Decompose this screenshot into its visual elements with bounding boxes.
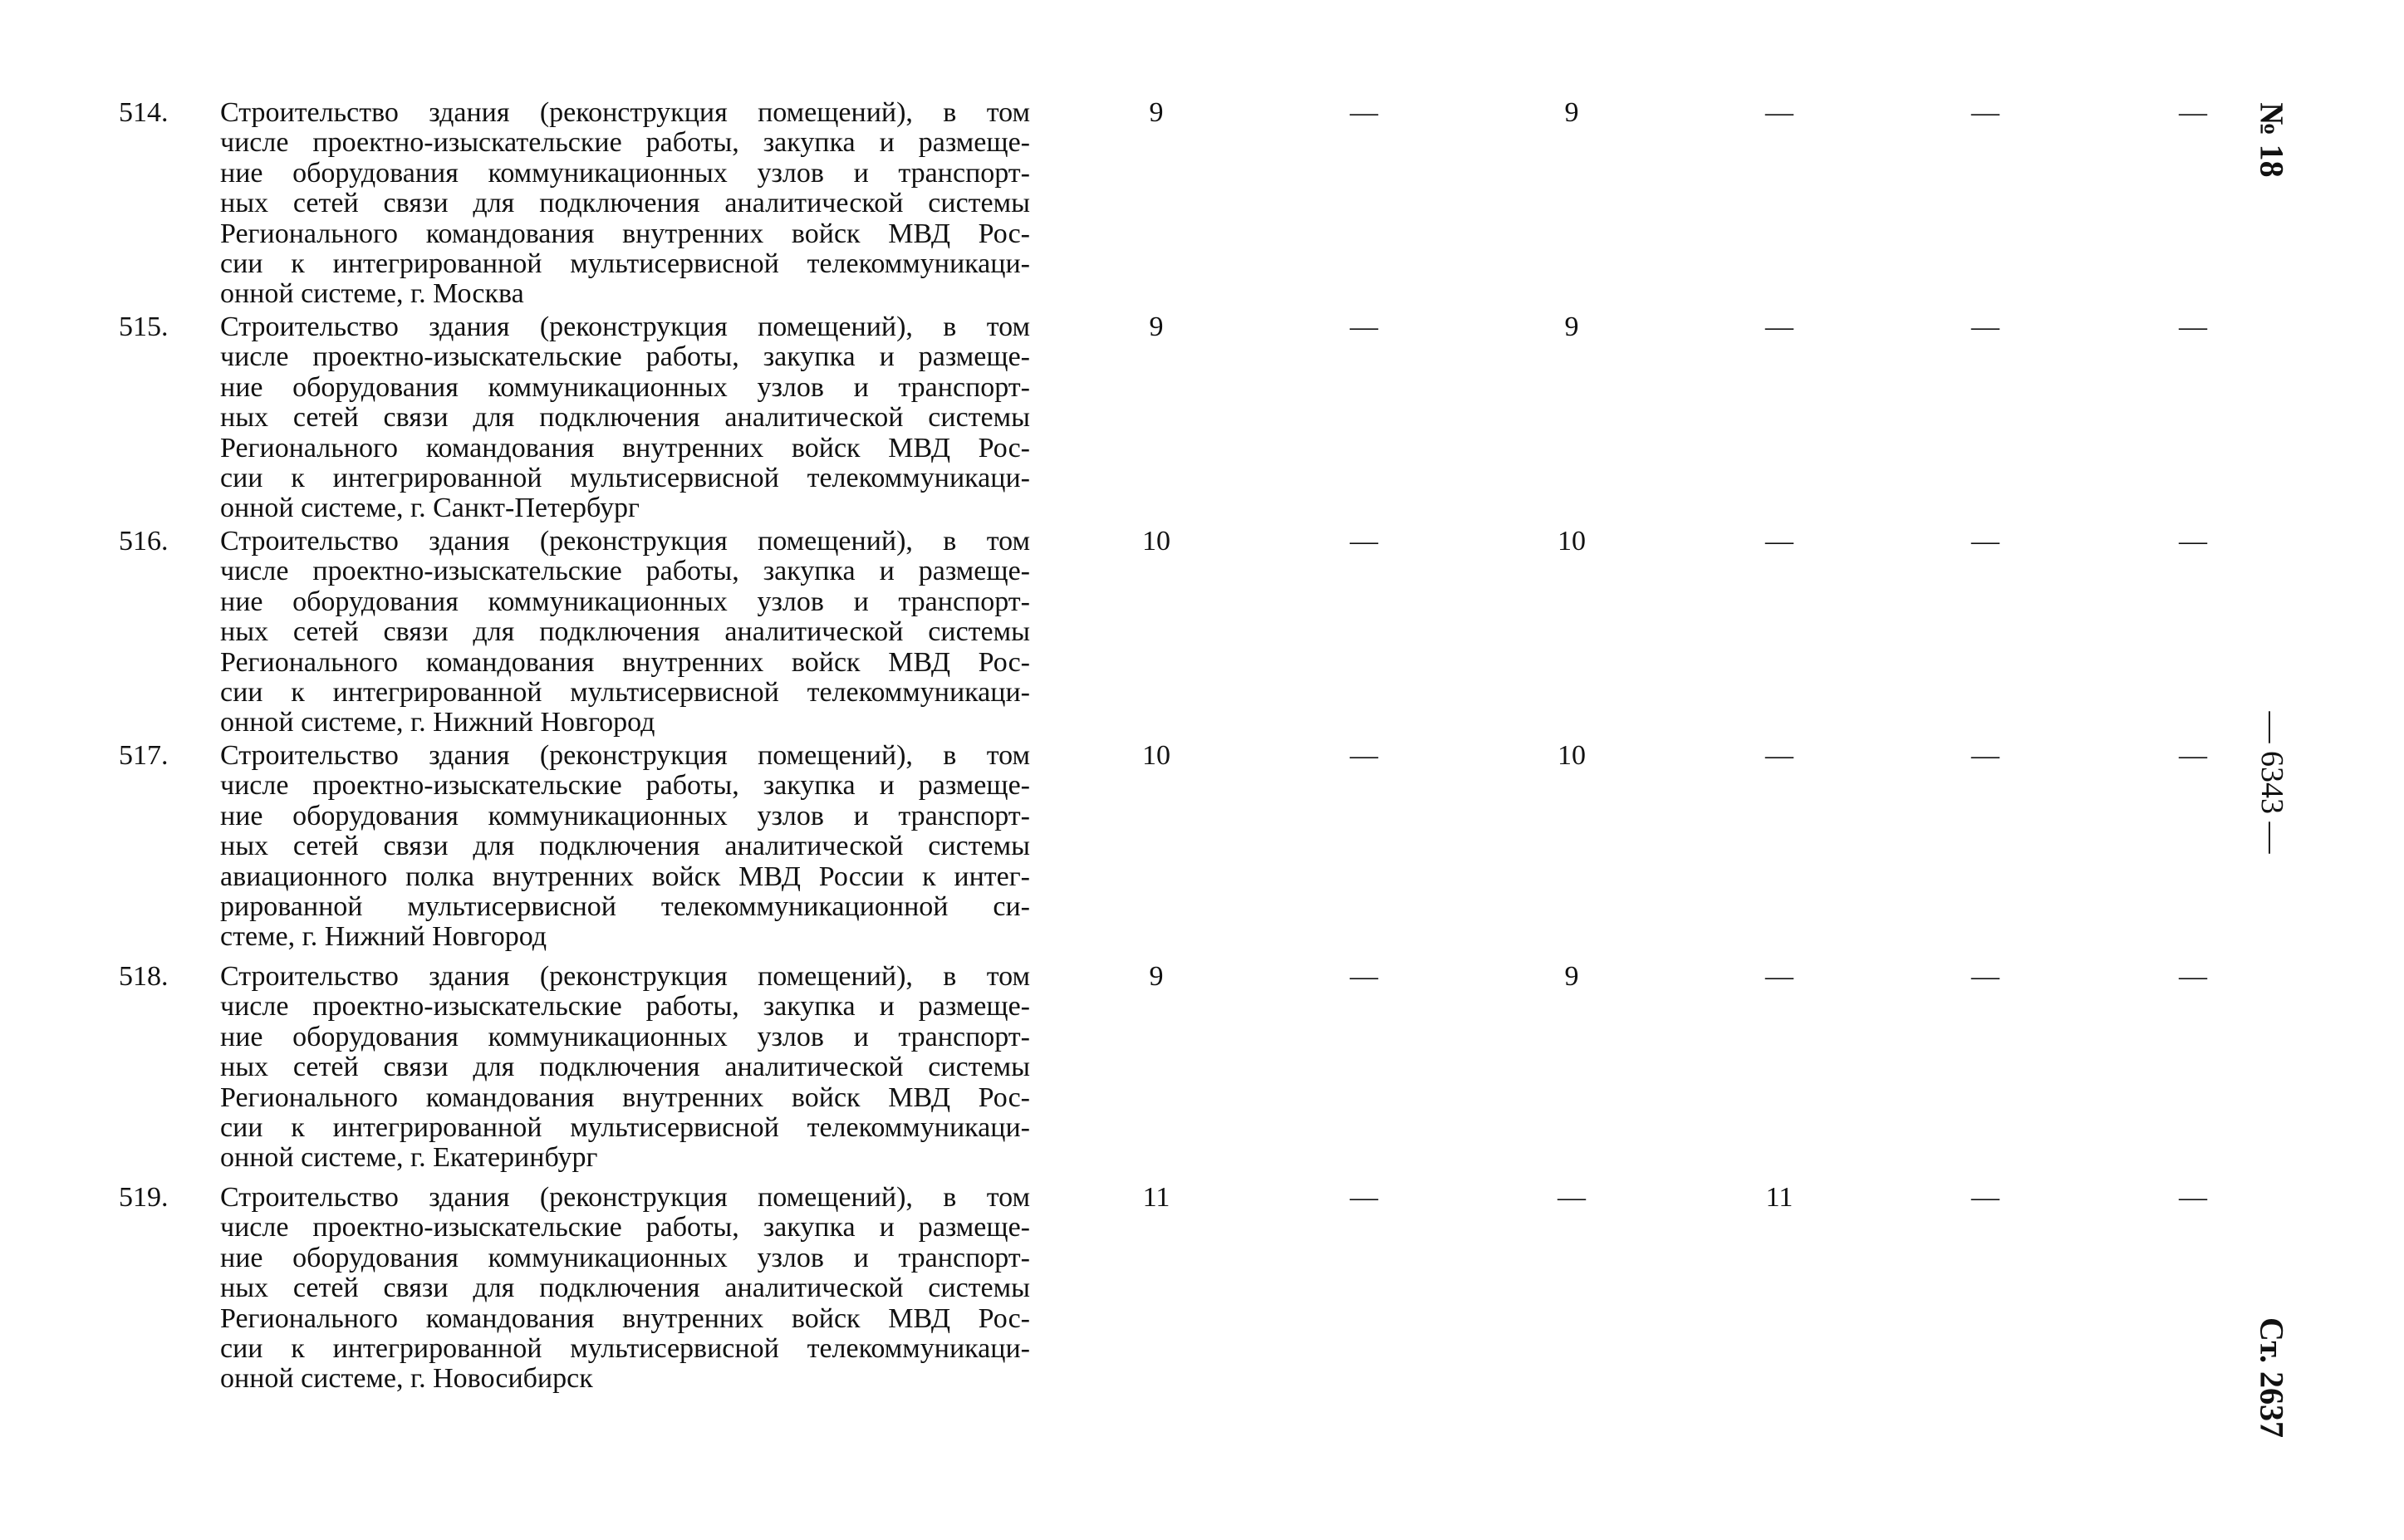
value-cell: — bbox=[1350, 311, 1378, 342]
description-line: стеме, г. Нижний Новгород bbox=[220, 921, 547, 953]
description-line: ние оборудования коммуникационных узлов и транспорт- bbox=[220, 586, 1030, 617]
description-line: числе проектно-изыскательские работы, закупка и размеще- bbox=[220, 1212, 1030, 1243]
description-line: Строительство здания (реконструкция помещений), в том bbox=[220, 526, 1030, 557]
value-cell: — bbox=[1971, 526, 1999, 557]
row-number: 515. bbox=[119, 311, 169, 342]
row-number: 518. bbox=[119, 961, 169, 992]
value-cell: 11 bbox=[1142, 1182, 1170, 1213]
value-cell: 10 bbox=[1558, 740, 1586, 771]
value-cell: 9 bbox=[1564, 961, 1579, 992]
value-cell: — bbox=[1350, 1182, 1378, 1213]
description-line: Регионального командования внутренних войск МВД Рос- bbox=[220, 646, 1030, 678]
row-number: 519. bbox=[119, 1182, 169, 1213]
row-description bbox=[220, 1183, 1030, 1395]
description-line: ных сетей связи для подключения аналитической системы bbox=[220, 1273, 1030, 1304]
description-line: ных сетей связи для подключения аналитической системы bbox=[220, 1052, 1030, 1083]
description-line: числе проектно-изыскательские работы, закупка и размеще- bbox=[220, 556, 1030, 587]
value-cell: — bbox=[1765, 97, 1793, 128]
row-number: 514. bbox=[119, 97, 169, 128]
description-line: Регионального командования внутренних войск МВД Рос- bbox=[220, 432, 1030, 463]
value-cell: 9 bbox=[1564, 97, 1579, 128]
value-cell: 10 bbox=[1558, 526, 1586, 557]
description-line: ние оборудования коммуникационных узлов и транспорт- bbox=[220, 371, 1030, 403]
description-line: сии к интегрированной мультисервисной телекоммуникаци- bbox=[220, 677, 1030, 709]
value-cell: 9 bbox=[1149, 97, 1164, 128]
description-line: числе проектно-изыскательские работы, закупка и размеще- bbox=[220, 770, 1030, 802]
description-line: онной системе, г. Екатеринбург bbox=[220, 1142, 598, 1174]
description-line: онной системе, г. Москва bbox=[220, 278, 524, 310]
description-line: Строительство здания (реконструкция помещений), в том bbox=[220, 740, 1030, 771]
description-line: ных сетей связи для подключения аналитической системы bbox=[220, 831, 1030, 862]
value-cell: 9 bbox=[1149, 961, 1164, 992]
description-line: ние оборудования коммуникационных узлов и транспорт- bbox=[220, 800, 1030, 831]
description-line: Строительство здания (реконструкция помещений), в том bbox=[220, 961, 1030, 992]
description-line: Регионального командования внутренних войск МВД Рос- bbox=[220, 218, 1030, 249]
row-description bbox=[220, 741, 1030, 953]
value-cell: 9 bbox=[1564, 311, 1579, 342]
value-cell: — bbox=[1350, 526, 1378, 557]
description-line: Строительство здания (реконструкция помещений), в том bbox=[220, 97, 1030, 128]
value-cell: — bbox=[1971, 311, 1999, 342]
row-description bbox=[220, 98, 1030, 310]
description-line: сии к интегрированной мультисервисной телекоммуникаци- bbox=[220, 248, 1030, 280]
description-line: числе проектно-изыскательские работы, закупка и размеще- bbox=[220, 341, 1030, 373]
value-cell: — bbox=[1971, 1182, 1999, 1213]
value-cell: — bbox=[1350, 740, 1378, 771]
value-cell: — bbox=[1971, 97, 1999, 128]
value-cell: — bbox=[2179, 311, 2207, 342]
value-cell: — bbox=[1350, 961, 1378, 992]
page-number: — 6343 — bbox=[2254, 711, 2289, 854]
value-cell: — bbox=[2179, 97, 2207, 128]
description-line: Строительство здания (реконструкция помещений), в том bbox=[220, 311, 1030, 342]
value-cell: 10 bbox=[1142, 526, 1170, 557]
article-number: Ст. 2637 bbox=[2253, 1317, 2291, 1438]
description-line: рированной мультисервисной телекоммуникационной си- bbox=[220, 891, 1030, 923]
value-cell: — bbox=[1350, 97, 1378, 128]
row-number: 516. bbox=[119, 526, 169, 557]
description-line: сии к интегрированной мультисервисной телекоммуникаци- bbox=[220, 1112, 1030, 1144]
value-cell: — bbox=[2179, 961, 2207, 992]
value-cell: — bbox=[1971, 961, 1999, 992]
row-number: 517. bbox=[119, 740, 169, 771]
value-cell: 10 bbox=[1142, 740, 1170, 771]
value-cell: 11 bbox=[1765, 1182, 1793, 1213]
issue-number: № 18 bbox=[2253, 102, 2291, 178]
description-line: авиационного полка внутренних войск МВД России к интег- bbox=[220, 861, 1030, 892]
description-line: числе проектно-изыскательские работы, закупка и размеще- bbox=[220, 127, 1030, 159]
row-description bbox=[220, 312, 1030, 524]
description-line: онной системе, г. Санкт-Петербург bbox=[220, 493, 640, 524]
value-cell: — bbox=[1765, 961, 1793, 992]
description-line: ных сетей связи для подключения аналитической системы bbox=[220, 188, 1030, 219]
row-description bbox=[220, 527, 1030, 738]
value-cell: — bbox=[2179, 526, 2207, 557]
description-line: ние оборудования коммуникационных узлов и транспорт- bbox=[220, 157, 1030, 189]
value-cell: — bbox=[1558, 1182, 1586, 1213]
value-cell: — bbox=[1765, 526, 1793, 557]
value-cell: — bbox=[1765, 311, 1793, 342]
description-line: онной системе, г. Нижний Новгород bbox=[220, 707, 655, 738]
description-line: сии к интегрированной мультисервисной телекоммуникаци- bbox=[220, 463, 1030, 494]
description-line: Регионального командования внутренних войск МВД Рос- bbox=[220, 1081, 1030, 1113]
description-line: Строительство здания (реконструкция помещений), в том bbox=[220, 1182, 1030, 1213]
description-line: сии к интегрированной мультисервисной телекоммуникаци- bbox=[220, 1333, 1030, 1365]
description-line: ных сетей связи для подключения аналитической системы bbox=[220, 402, 1030, 434]
value-cell: 9 bbox=[1149, 311, 1164, 342]
description-line: ние оборудования коммуникационных узлов и транспорт- bbox=[220, 1021, 1030, 1052]
value-cell: — bbox=[1765, 740, 1793, 771]
value-cell: — bbox=[2179, 740, 2207, 771]
description-line: онной системе, г. Новосибирск bbox=[220, 1363, 593, 1395]
description-line: числе проектно-изыскательские работы, закупка и размеще- bbox=[220, 991, 1030, 1023]
value-cell: — bbox=[2179, 1182, 2207, 1213]
description-line: ных сетей связи для подключения аналитической системы bbox=[220, 616, 1030, 648]
description-line: ние оборудования коммуникационных узлов и транспорт- bbox=[220, 1242, 1030, 1273]
description-line: Регионального командования внутренних войск МВД Рос- bbox=[220, 1302, 1030, 1334]
value-cell: — bbox=[1971, 740, 1999, 771]
row-description bbox=[220, 962, 1030, 1174]
